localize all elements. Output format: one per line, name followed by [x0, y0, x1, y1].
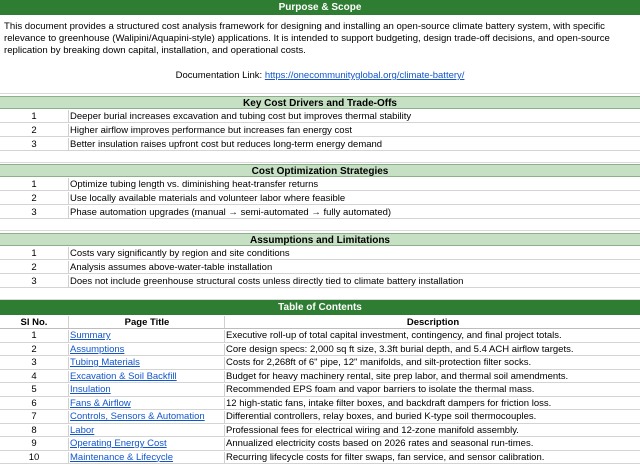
item-text: Deeper burial increases excavation and tubing cost but improves thermal stability: [70, 111, 412, 122]
list-item: [0, 124, 640, 137]
list-item: [0, 138, 640, 151]
row-page-cell: [69, 438, 225, 450]
row-page-cell: [69, 411, 225, 423]
row-number: 2: [0, 344, 69, 356]
row-number: 6: [0, 398, 69, 410]
item-number: 3: [0, 206, 69, 219]
row-description: Executive roll-up of total capital investment, contingency, and final project totals.: [226, 330, 562, 341]
page-link[interactable]: Labor: [70, 424, 95, 436]
column-header-sl: Sl No.: [0, 316, 69, 328]
assumptions-header: [0, 233, 640, 246]
drivers-header: [0, 96, 640, 109]
drivers-title: Key Cost Drivers and Trade-Offs: [243, 98, 397, 109]
page-link[interactable]: Assumptions: [70, 343, 125, 355]
item-text: Does not include greenhouse structural costs unless directly tied to climate battery installation: [70, 276, 464, 287]
item-number: 2: [0, 261, 69, 274]
table-row: [0, 438, 640, 451]
table-row: [0, 344, 640, 357]
table-row: [0, 411, 640, 424]
row-number: 7: [0, 411, 69, 423]
toc-column-headers: [0, 316, 640, 329]
row-number: 4: [0, 371, 69, 383]
toc-title: Table of Contents: [278, 302, 362, 313]
page-link[interactable]: Summary: [70, 330, 111, 341]
list-item: [0, 192, 640, 205]
table-row: [0, 371, 640, 384]
row-page-cell: [69, 425, 225, 437]
column-header-page: Page Title: [69, 316, 225, 328]
item-number: 3: [0, 138, 69, 151]
row-description: Professional fees for electrical wiring and 12-zone manifold assembly.: [226, 424, 519, 436]
documentation-link[interactable]: https://onecommunityglobal.org/climate-battery/: [264, 70, 465, 81]
item-text: Optimize tubing length vs. diminishing heat-transfer returns: [70, 179, 319, 190]
item-number: 1: [0, 110, 69, 123]
table-row: [0, 398, 640, 411]
row-number: 10: [0, 452, 69, 464]
item-number: 2: [0, 192, 69, 205]
item-number: 1: [0, 247, 69, 260]
row-page-cell: [69, 344, 225, 356]
item-number: 1: [0, 178, 69, 191]
row-description: Budget for heavy machinery rental, site prep labor, and thermal soil amendments.: [226, 370, 569, 382]
list-item: [0, 206, 640, 219]
page-link[interactable]: Maintenance & Lifecycle: [70, 451, 173, 463]
purpose-body: This document provides a structured cost analysis framework for designing and installing an open-source climate battery system, with specific relevance to greenhouse (Walipini/Aquapini-style) applications. It is intended to support budgeting, design trade-off decisions, and open-source replication by breaking down capital, installation, and operational costs.: [4, 21, 610, 56]
list-item: [0, 178, 640, 191]
documentation-link-label: Documentation Link:: [175, 70, 265, 81]
row-number: 3: [0, 357, 69, 369]
list-item: [0, 275, 640, 288]
item-text: Better insulation raises upfront cost but reduces long-term energy demand: [70, 139, 383, 150]
table-row: [0, 357, 640, 370]
table-row: [0, 384, 640, 397]
page-link[interactable]: Operating Energy Cost: [70, 438, 167, 449]
page-link[interactable]: Fans & Airflow: [70, 397, 131, 409]
row-description: Recurring lifecycle costs for filter swaps, fan service, and sensor calibration.: [226, 451, 545, 463]
row-description: Costs for 2,268ft of 6" pipe, 12" manifolds, and silt-protection filter socks.: [226, 357, 532, 368]
row-description: Differential controllers, relay boxes, and buried K-type soil thermocouples.: [226, 411, 537, 422]
row-description: Annualized electricity costs based on 2026 rates and seasonal run-times.: [226, 438, 534, 449]
item-text: Phase automation upgrades (manual → semi-automated → fully automated): [70, 207, 392, 218]
purpose-header: [0, 0, 640, 15]
row-page-cell: [69, 330, 225, 342]
item-text: Use locally available materials and volunteer labor where feasible: [70, 193, 346, 204]
row-page-cell: [69, 398, 225, 410]
page-link[interactable]: Tubing Materials: [70, 357, 140, 368]
row-number: 8: [0, 425, 69, 437]
item-text: Analysis assumes above-water-table installation: [70, 262, 273, 273]
empty-row: [0, 220, 640, 231]
list-item: [0, 261, 640, 274]
page-link[interactable]: Controls, Sensors & Automation: [70, 411, 205, 422]
row-description: 12 high-static fans, intake filter boxes, and backdraft dampers for friction loss.: [226, 397, 552, 409]
empty-row: [0, 289, 640, 300]
list-item: [0, 110, 640, 123]
optimization-title: Cost Optimization Strategies: [251, 166, 389, 177]
toc-header: [0, 300, 640, 315]
list-item: [0, 247, 640, 260]
row-page-cell: [69, 384, 225, 396]
documentation-link-row: [0, 69, 640, 82]
row-number: 1: [0, 330, 69, 342]
empty-row: [0, 83, 640, 94]
purpose-title: Purpose & Scope: [278, 2, 362, 13]
item-text: Costs vary significantly by region and site conditions: [70, 248, 290, 259]
item-text: Higher airflow improves performance but increases fan energy cost: [70, 125, 352, 136]
table-row: [0, 330, 640, 343]
row-number: 5: [0, 384, 69, 396]
row-description: Recommended EPS foam and vapor barriers to isolate the thermal mass.: [226, 384, 535, 395]
column-header-description: Description: [406, 317, 460, 328]
row-page-cell: [69, 371, 225, 383]
row-number: 9: [0, 438, 69, 450]
table-row: [0, 425, 640, 438]
page-link[interactable]: Excavation & Soil Backfill: [70, 370, 177, 382]
optimization-header: [0, 164, 640, 177]
empty-row: [0, 152, 640, 163]
row-page-cell: [69, 357, 225, 369]
row-description: Core design specs: 2,000 sq ft size, 3.3ft burial depth, and 5.4 ACH airflow targets.: [226, 343, 574, 355]
assumptions-title: Assumptions and Limitations: [249, 235, 390, 246]
page-link[interactable]: Insulation: [70, 384, 111, 395]
row-page-cell: [69, 452, 225, 464]
item-number: 3: [0, 275, 69, 288]
item-number: 2: [0, 124, 69, 137]
table-row: [0, 452, 640, 465]
